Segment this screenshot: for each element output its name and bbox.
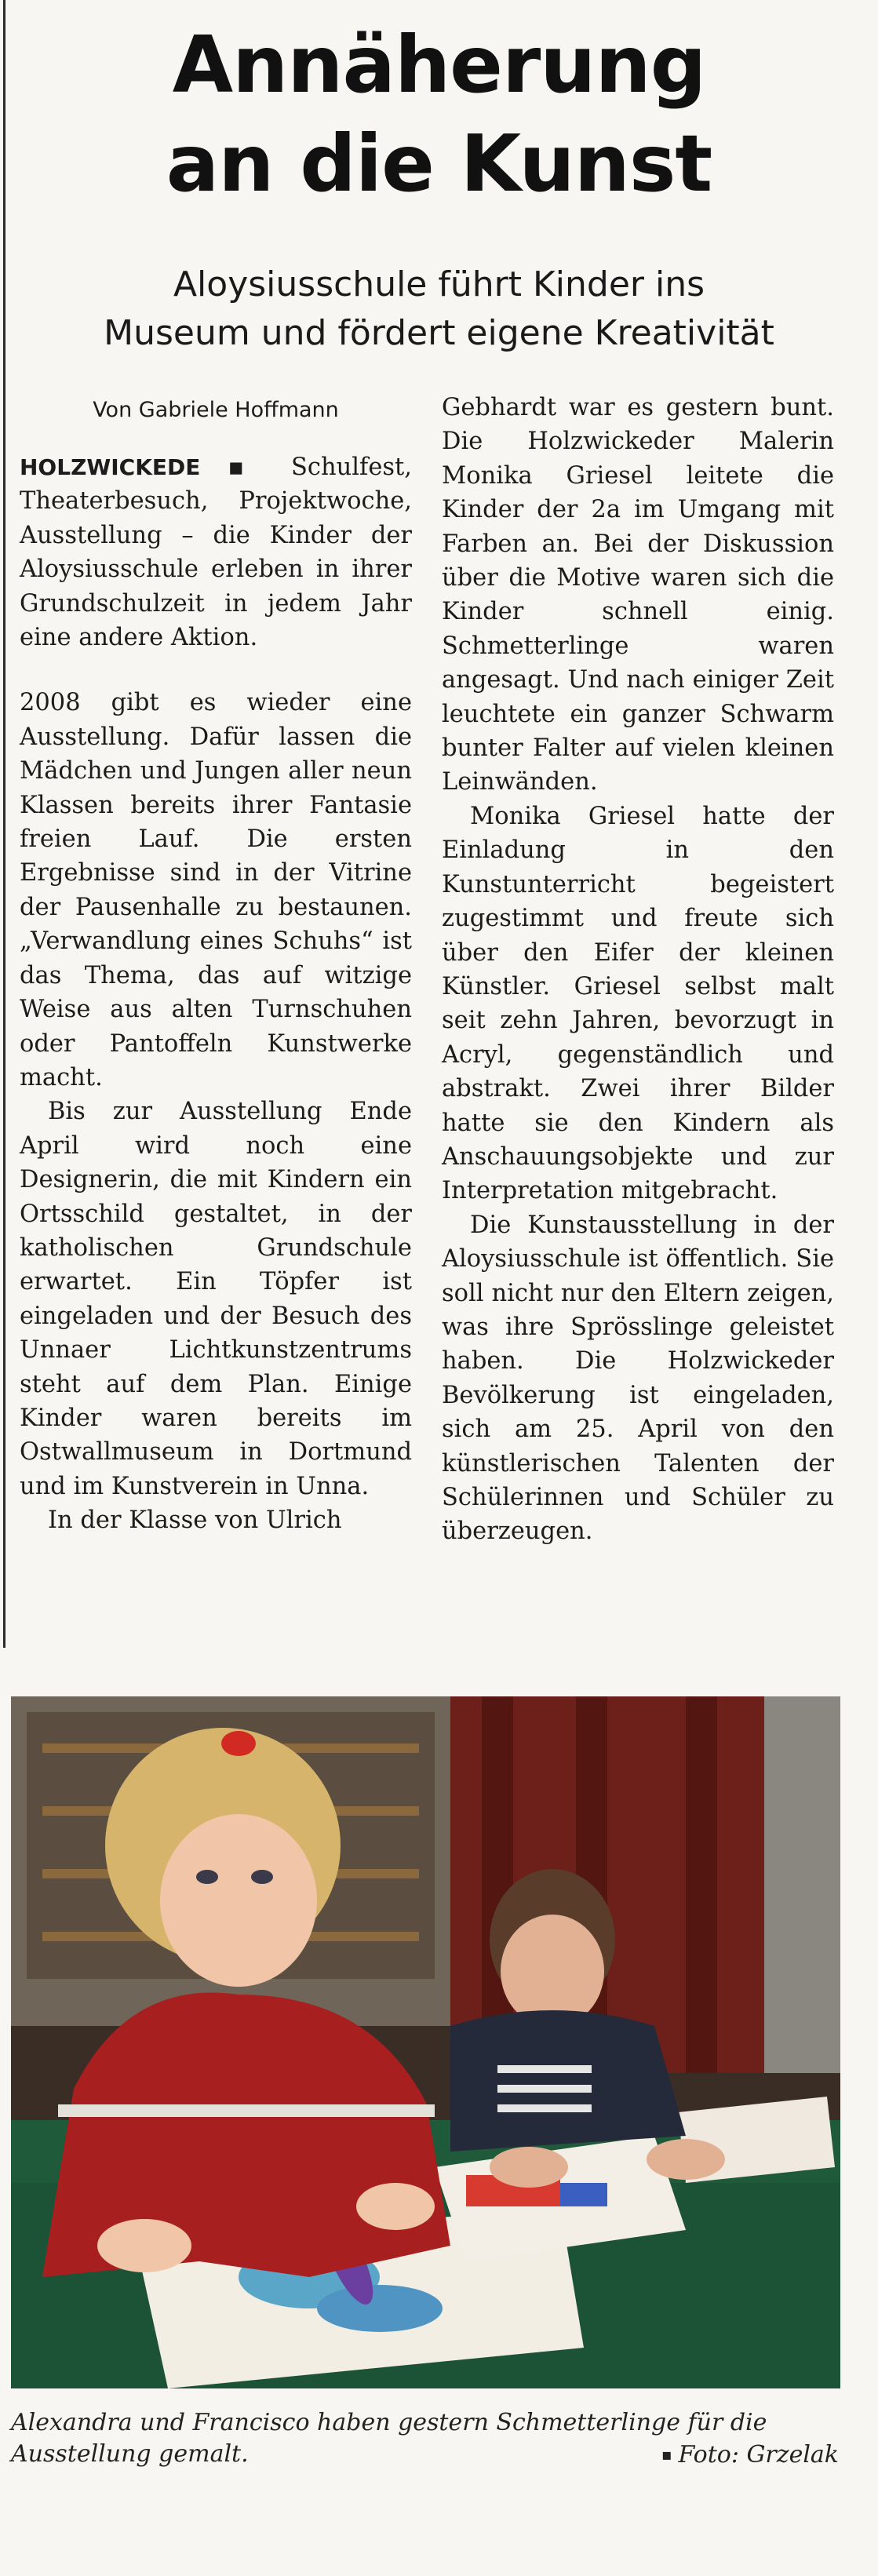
body-paragraph: Die Kunstausstellung in der Aloysiusschule ist öffentlich. Sie soll nicht nur den Eltern zeigen, was ihre Sprösslinge geleistet haben. Die Holzwickeder Bevölkerung ist eingeladen, sich am 25. April von den künstlerischen Talenten der Schülerinnen und Schüler zu überzeugen. <box>442 1211 834 1546</box>
dateline-separator: ▪ <box>228 454 264 481</box>
photo-credit <box>661 2439 839 2471</box>
headline-line-2: an die Kunst <box>166 118 712 210</box>
article-column-left <box>20 391 412 1538</box>
body-paragraph: Gebhardt war es gestern bunt. Die Holzwickeder Malerin Monika Griesel leitete die Kinder der 2a im Umgang mit Farben an. Bei der Diskussion über die Motive waren sich die Kinder schnell einig. Schmetterlinge waren angesagt. Und nach einiger Zeit leuchtete ein ganzer Schwarm bunter Falter auf vielen kleinen Leinwänden. <box>442 394 834 796</box>
caption-line-2: Ausstellung gemalt. <box>11 2440 249 2468</box>
byline: Von Gabriele Hoffmann <box>93 398 339 422</box>
subheadline-line-2: Museum und fördert eigene Kreativität <box>104 313 774 353</box>
caption-line-1: Alexandra und Francisco haben gestern Schmetterlinge für die <box>11 2409 767 2436</box>
credit-text: Foto: Grzelak <box>678 2441 839 2469</box>
subheadline <box>31 261 847 358</box>
column-rule <box>3 0 5 1648</box>
body-paragraph: Bis zur Ausstellung Ende April wird noch eine Designerin, die mit Kindern ein Ortsschild gestaltet, in der katholischen Grundschule erwartet. Ein Töpfer ist eingeladen und der Besuch des Unnaer Lichtkunstzentrums steht auf dem Plan. Einige Kinder waren bereits im Ostwallmuseum in Dortmund und im Kunstverein in Unna. <box>20 1098 412 1500</box>
credit-bullet: ▪ <box>661 2445 672 2464</box>
lead-text: Schulfest, Theaterbesuch, Projektwoche, Ausstellung – die Kinder der Aloysiusschule erleben in ihrer Grundschulzeit in jedem Jahr eine andere Aktion. <box>20 454 412 652</box>
article-photo <box>11 1696 840 2388</box>
lead-paragraph <box>20 450 412 654</box>
photo-illustration <box>11 1696 840 2388</box>
article-column-right <box>442 391 834 1549</box>
headline-line-1: Annäherung <box>172 19 706 111</box>
body-paragraph: Monika Griesel hatte der Einladung in den Kunstunterricht begeistert zugestimmt und freute sich über den Eifer der kleinen Künstler. Griesel selbst malt seit zehn Jahren, bevorzugt in Acryl, gegenständlich und abstrakt. Zwei ihrer Bilder hatte sie den Kindern als Anschauungsobjekte und zur Interpretation mitgebracht. <box>442 802 834 1205</box>
body-paragraph: 2008 gibt es wieder eine Ausstellung. Dafür lassen die Mädchen und Jungen aller neun Klassen bereits ihrer Fantasie freien Lauf. Die ersten Ergebnisse sind in der Vitrine der Pausenhalle zu bestaunen. „Verwandlung eines Schuhs“ ist das Thema, das auf witzige Weise aus alten Turnschuhen oder Pantoffeln Kunstwerke macht. <box>20 689 412 1091</box>
body-paragraph: In der Klasse von Ulrich <box>48 1507 342 1535</box>
dateline: HOLZWICKEDE <box>20 454 201 480</box>
headline <box>0 16 878 213</box>
subheadline-line-1: Aloysiusschule führt Kinder ins <box>173 264 705 304</box>
